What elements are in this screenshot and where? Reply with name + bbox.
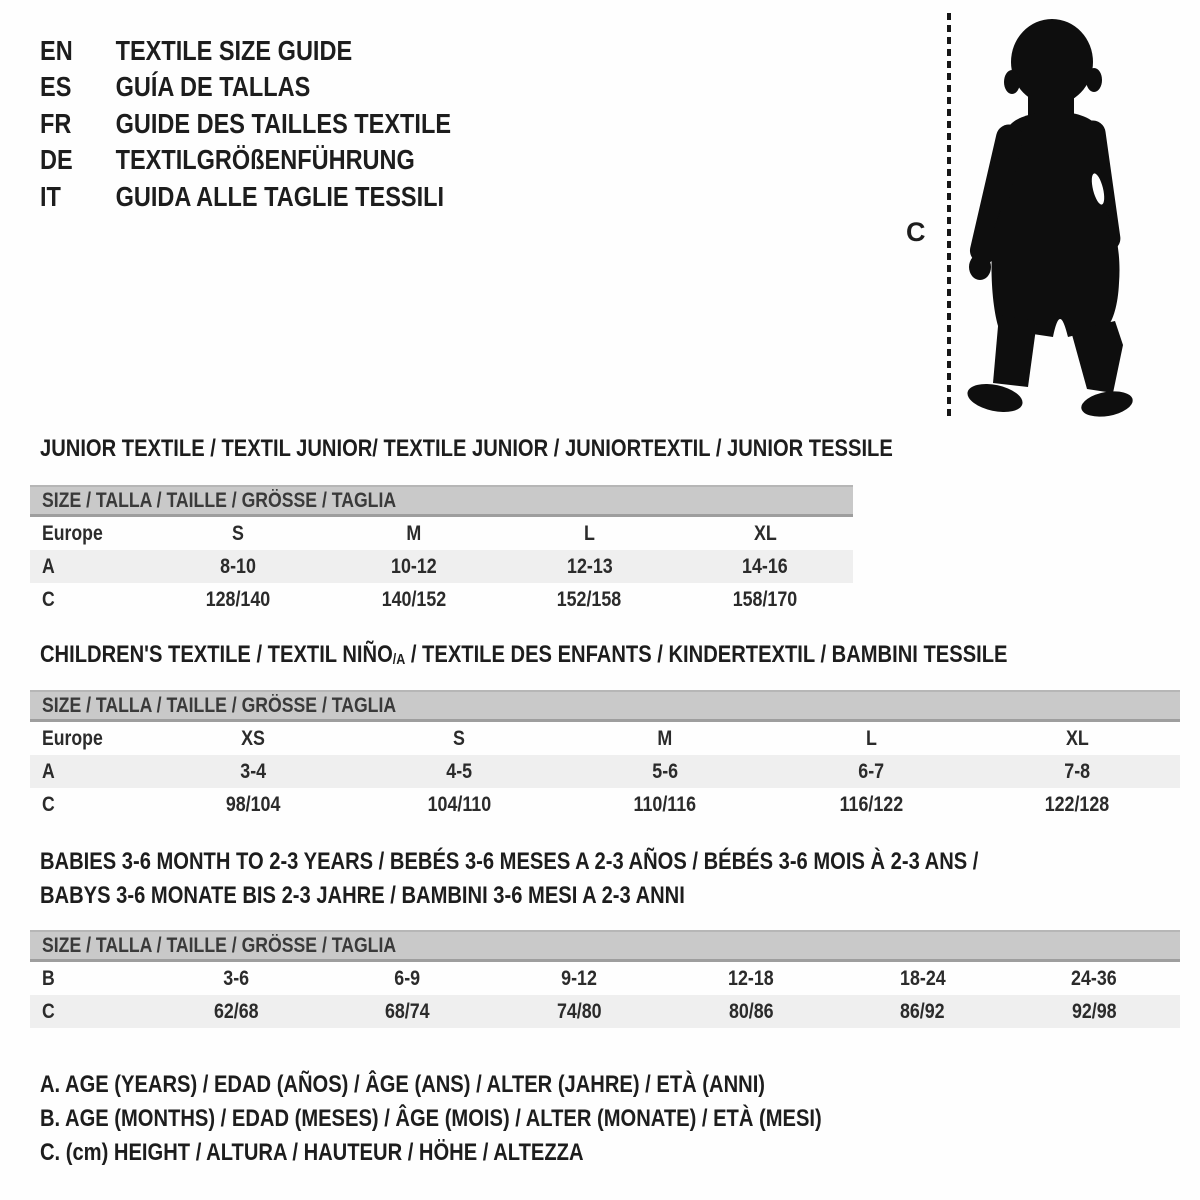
measurement-legend [40, 1068, 971, 1170]
age-cell: 4-5 [446, 759, 472, 783]
table-row-months [30, 962, 1180, 995]
height-cell: 86/92 [900, 999, 945, 1023]
size-cell: XL [753, 521, 777, 545]
row-label: A [42, 759, 55, 783]
height-cell: 74/80 [556, 999, 602, 1023]
table-row-height [30, 788, 1180, 821]
table-row-europe [30, 517, 853, 550]
title-subscript: /A [392, 652, 406, 669]
legend-line-height: C. (cm) HEIGHT / ALTURA / HAUTEUR / HÖHE / ALTEZZA [40, 1139, 584, 1166]
table-row-europe [30, 722, 1180, 755]
junior-section-title [40, 432, 1055, 466]
size-cell: M [406, 521, 422, 545]
language-row-en [40, 33, 451, 69]
children-size-table [30, 690, 1180, 821]
age-cell: 10-12 [390, 554, 437, 578]
age-cell: 8-10 [220, 554, 256, 578]
language-label: TEXTILE SIZE GUIDE [115, 35, 353, 66]
age-cell: 12-13 [566, 554, 613, 578]
toddler-silhouette-image [955, 15, 1143, 425]
size-cell: S [453, 726, 465, 750]
language-code: EN [40, 35, 73, 66]
language-row-de [40, 142, 451, 178]
height-cell: 80/86 [728, 999, 774, 1023]
language-label: GUIDE DES TAILLES TEXTILE [115, 107, 452, 139]
age-cell: 14-16 [742, 554, 788, 578]
age-cell: 6-7 [858, 759, 884, 783]
height-cell: 92/98 [1071, 999, 1117, 1023]
table-row-age [30, 755, 1180, 788]
language-code: DE [40, 144, 73, 176]
size-table-header [30, 485, 853, 517]
size-cell: L [583, 521, 595, 545]
size-cell: L [865, 726, 877, 750]
size-table-header [30, 690, 1180, 722]
table-row-age [30, 550, 853, 583]
language-code: ES [40, 71, 72, 103]
language-label: GUIDA ALLE TAGLIE TESSILI [115, 180, 445, 212]
months-cell: 3-6 [222, 966, 249, 990]
table-row-height [30, 583, 853, 616]
row-label: Europe [42, 726, 103, 750]
junior-section-title-text: JUNIOR TEXTILE / TEXTIL JUNIOR/ TEXTILE JUNIOR / JUNIORTEXTIL / JUNIOR TESSILE [40, 435, 893, 462]
language-row-fr [40, 106, 451, 142]
height-cell: 104/110 [427, 792, 491, 816]
age-cell: 3-4 [240, 759, 266, 783]
height-measure-label: C [906, 217, 926, 247]
months-cell: 24-36 [1071, 966, 1118, 990]
babies-size-table [30, 930, 1180, 1028]
height-cell: 158/170 [732, 587, 798, 611]
table-row-height [30, 995, 1180, 1028]
height-cell: 98/104 [225, 792, 281, 816]
babies-title-line1: BABIES 3-6 MONTH TO 2-3 YEARS / BEBÉS 3-6 MESES A 2-3 AÑOS / BÉBÉS 3-6 MOIS À 2-3 ANS / [40, 848, 979, 875]
row-label: A [42, 554, 55, 578]
children-section-title-text: CHILDREN'S TEXTILE / TEXTIL $NIÑO_{/A}$ / TEXTILE DES ENFANTS / KINDERTEXTIL / BAMBINI TESSILE [40, 641, 1008, 669]
height-cell: 68/74 [385, 999, 430, 1023]
height-cell: 110/116 [633, 792, 697, 816]
height-cell: 122/128 [1044, 792, 1110, 816]
age-cell: 7-8 [1064, 759, 1090, 783]
months-cell: 12-18 [728, 966, 774, 990]
months-cell: 6-9 [394, 966, 421, 990]
months-cell: 18-24 [899, 966, 946, 990]
row-label: C [42, 792, 55, 816]
height-cell: 62/68 [213, 999, 259, 1023]
size-table-header-text: SIZE / TALLA / TAILLE / GRÖSSE / TAGLIA [42, 488, 397, 512]
language-code: FR [40, 107, 72, 139]
size-cell: XS [241, 726, 265, 750]
height-cell: 116/122 [839, 792, 903, 816]
junior-size-table [30, 485, 853, 616]
language-code: IT [40, 180, 61, 212]
row-label: C [42, 587, 55, 611]
row-label: Europe [42, 521, 103, 545]
height-cell: 152/158 [557, 587, 622, 611]
language-guide-list [40, 33, 451, 215]
babies-title-line2: BABYS 3-6 MONATE BIS 2-3 JAHRE / BAMBINI 3-6 MESI A 2-3 ANNI [40, 882, 685, 909]
months-cell: 9-12 [561, 966, 598, 990]
children-section-title [40, 638, 1192, 677]
language-row-es [40, 69, 451, 105]
size-cell: S [231, 521, 244, 545]
size-cell: XL [1065, 726, 1089, 750]
height-cell: 128/140 [205, 587, 271, 611]
language-label: TEXTILGRÖßENFÜHRUNG [115, 144, 415, 176]
legend-line-age-months: B. AGE (MONTHS) / EDAD (MESES) / ÂGE (MOIS) / ALTER (MONATE) / ETÀ (MESI) [40, 1105, 822, 1132]
height-cell: 140/152 [381, 587, 446, 611]
language-row-it [40, 179, 451, 215]
language-label: GUÍA DE TALLAS [115, 71, 311, 103]
row-label: B [42, 966, 55, 990]
age-cell: 5-6 [652, 759, 678, 783]
legend-line-age-years: A. AGE (YEARS) / EDAD (AÑOS) / ÂGE (ANS) / ALTER (JAHRE) / ETÀ (ANNI) [40, 1071, 766, 1098]
size-table-header-text: SIZE / TALLA / TAILLE / GRÖSSE / TAGLIA [42, 933, 397, 957]
size-table-header [30, 930, 1180, 962]
height-dashed-line [947, 13, 951, 417]
row-label: C [42, 999, 55, 1023]
size-cell: M [657, 726, 673, 750]
babies-section-title [40, 845, 1157, 913]
size-table-header-text: SIZE / TALLA / TAILLE / GRÖSSE / TAGLIA [42, 693, 397, 717]
